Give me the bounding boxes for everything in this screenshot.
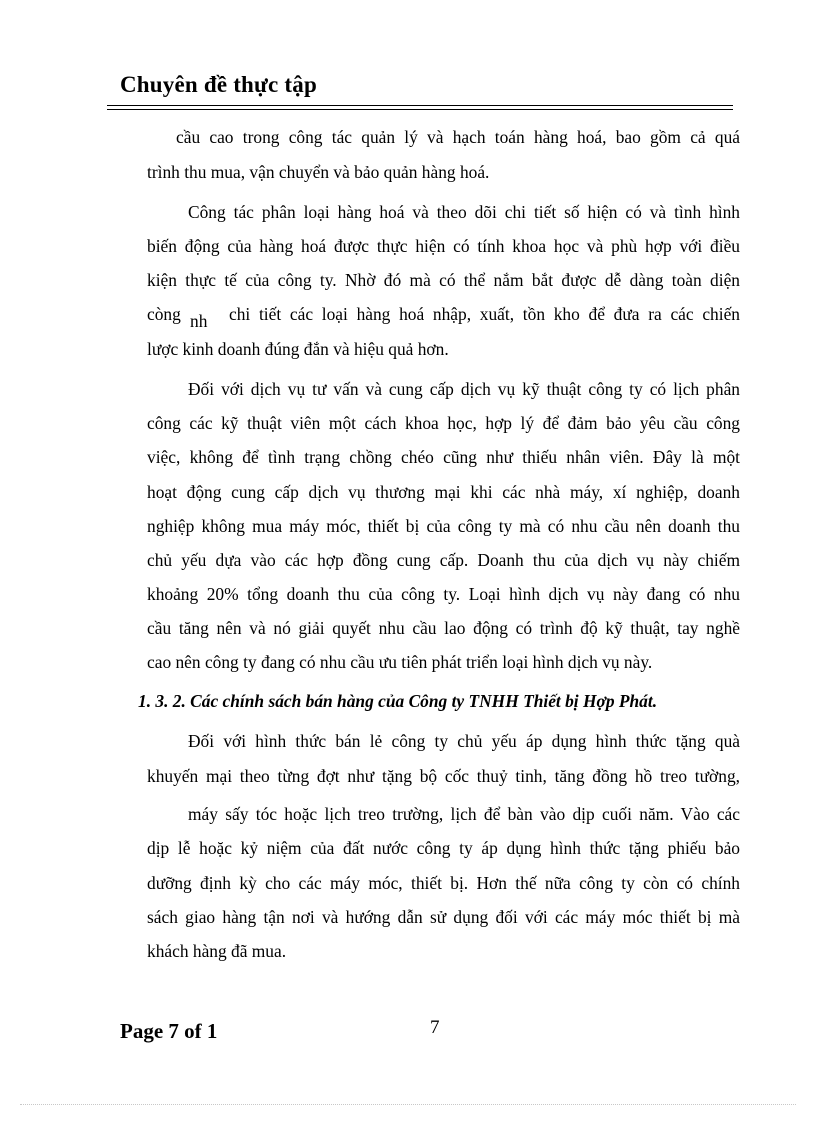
text-line: việc, không để tình trạng chồng chéo cũng như thiếu nhân viên. Đây là một: [147, 447, 740, 467]
text-line: trình thu mua, vận chuyển và bảo quản hàng hoá.: [147, 162, 490, 182]
text-line: chi tiết các loại hàng hoá nhập, xuất, tồn kho để đưa ra các chiến: [229, 304, 740, 324]
text-line: khách hàng đã mua.: [147, 941, 287, 961]
text-line: cầu tăng nên và nó giải quyết nhu cầu lao động có trình độ kỹ thuật, tay nghề: [147, 618, 740, 638]
header-rule-top: [107, 105, 733, 106]
text-line: chủ yếu dựa vào các hợp đồng cung cấp. Doanh thu của dịch vụ này chiếm: [147, 550, 740, 570]
section-heading: 1. 3. 2. Các chính sách bán hàng của Công ty TNHH Thiết bị Hợp Phát.: [138, 691, 658, 711]
text-fragment: nh: [190, 311, 208, 331]
text-line: Đối với dịch vụ tư vấn và cung cấp dịch vụ kỹ thuật công ty có lịch phân: [188, 379, 740, 399]
text-line: sách giao hàng tận nơi và hướng dẫn sử dụng đối với các máy móc thiết bị mà: [147, 907, 740, 927]
text-line: Công tác phân loại hàng hoá và theo dõi chi tiết số hiện có và tình hình: [188, 202, 740, 222]
footer-page-number: 7: [430, 1017, 440, 1038]
page-bottom-rule: [20, 1104, 796, 1105]
header-rule-bottom: [107, 109, 733, 110]
header-title: Chuyên đề thực tập: [120, 72, 317, 97]
text-line: dịp lễ hoặc kỷ niệm của đất nước công ty áp dụng hình thức tặng phiếu bảo: [147, 838, 740, 858]
text-line: khuyến mại theo từng đợt như tặng bộ cốc thuỷ tinh, tăng đồng hồ treo tường,: [147, 766, 740, 786]
text-line: công các kỹ thuật viên một cách khoa học, hợp lý để đảm bảo yêu cầu công: [147, 413, 740, 433]
text-line: cầu cao trong công tác quản lý và hạch toán hàng hoá, bao gồm cả quá: [176, 127, 740, 147]
text-line: kiện thực tế của công ty. Nhờ đó mà có thể nắm bắt được dễ dàng toàn diện: [147, 270, 740, 290]
text-line: cao nên công ty đang có nhu cầu ưu tiên phát triển loại hình dịch vụ này.: [147, 652, 653, 672]
text-line: khoảng 20% tổng doanh thu của công ty. Loại hình dịch vụ này đang có nhu: [147, 584, 740, 604]
text-line: biến động của hàng hoá được thực hiện có tính khoa học và phù hợp với điều: [147, 236, 740, 256]
text-line: dưỡng định kỳ cho các máy móc, thiết bị. Hơn thế nữa công ty còn có chính: [147, 873, 740, 893]
text-line: Đối với hình thức bán lẻ công ty chủ yếu áp dụng hình thức tặng quà: [188, 731, 740, 751]
text-line: lược kinh doanh đúng đắn và hiệu quả hơn.: [147, 339, 449, 359]
footer-page-label: Page 7 of 1: [120, 1019, 218, 1043]
text-line: nghiệp không mua máy móc, thiết bị của công ty mà có nhu cầu nên doanh thu: [147, 516, 740, 536]
text-line: hoạt động cung cấp dịch vụ thương mại khi các nhà máy, xí nghiệp, doanh: [147, 482, 740, 502]
text-line: máy sấy tóc hoặc lịch treo trường, lịch để bàn vào dịp cuối năm. Vào các: [188, 804, 740, 824]
text-line: còng: [147, 304, 181, 324]
